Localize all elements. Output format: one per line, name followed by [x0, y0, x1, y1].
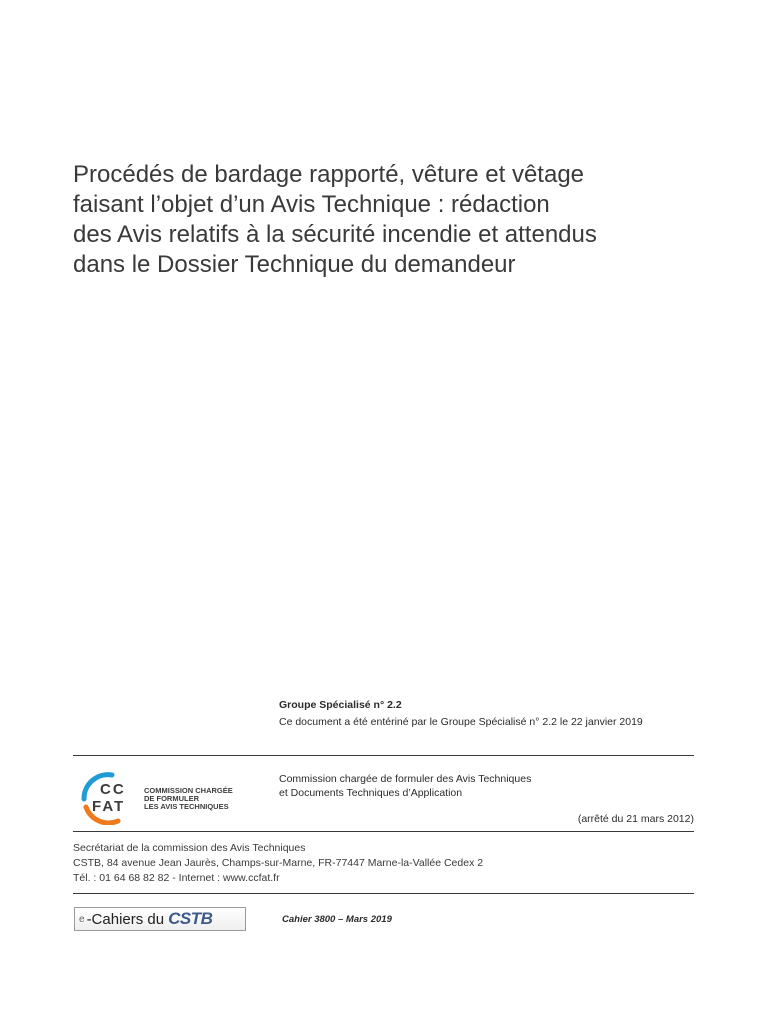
title-line: Procédés de bardage rapporté, vêture et vêtage: [73, 161, 585, 188]
ccfat-logo-graphic: [78, 769, 248, 825]
secretariat-contact: Tél. : 01 64 68 82 82 - Internet : www.ccfat.fr: [73, 872, 280, 884]
groupe-title: Groupe Spécialisé n° 2.2: [279, 699, 402, 711]
commission-block: [279, 772, 531, 800]
commission-line: Commission chargée de formuler des Avis Techniques: [279, 773, 532, 785]
ccfat-tagline-line: LES AVIS TECHNIQUES: [144, 802, 229, 811]
secretariat-line: Secrétariat de la commission des Avis Techniques: [73, 842, 306, 854]
cstb-e-glyph: e: [79, 913, 85, 925]
ccfat-logo: [78, 769, 248, 825]
cstb-logo-text: -Cahiers du: [86, 910, 165, 928]
cstb-brand: CSTB: [168, 909, 213, 928]
title-line: dans le Dossier Technique du demandeur: [73, 251, 516, 278]
groupe-specialise-block: [279, 697, 643, 731]
commission-line: et Documents Techniques d’Application: [279, 787, 463, 799]
divider: [73, 755, 694, 756]
divider: [73, 831, 694, 832]
ccfat-tagline-line: DE FORMULER: [144, 794, 199, 803]
title-line: faisant l’objet d’un Avis Technique : rédaction: [73, 191, 550, 218]
ccfat-tagline-line: COMMISSION CHARGÉE: [144, 786, 233, 795]
title-line: des Avis relatifs à la sécurité incendie et attendus: [73, 221, 597, 248]
secretariat-block: [73, 841, 483, 886]
divider: [73, 893, 694, 894]
ccfat-letters-bottom: FAT: [92, 798, 126, 815]
ccfat-letters-top: CC: [100, 781, 126, 798]
arrete-date: (arrêté du 21 mars 2012): [577, 813, 694, 825]
groupe-text: Ce document a été entériné par le Groupe Spécialisé n° 2.2 le 22 janvier 2019: [279, 716, 643, 728]
cahier-reference: Cahier 3800 – Mars 2019: [282, 914, 392, 925]
document-title: [73, 160, 713, 280]
secretariat-address: CSTB, 84 avenue Jean Jaurès, Champs-sur-Marne, FR-77447 Marne-la-Vallée Cedex 2: [73, 857, 484, 869]
cstb-cahiers-logo: [74, 907, 246, 931]
